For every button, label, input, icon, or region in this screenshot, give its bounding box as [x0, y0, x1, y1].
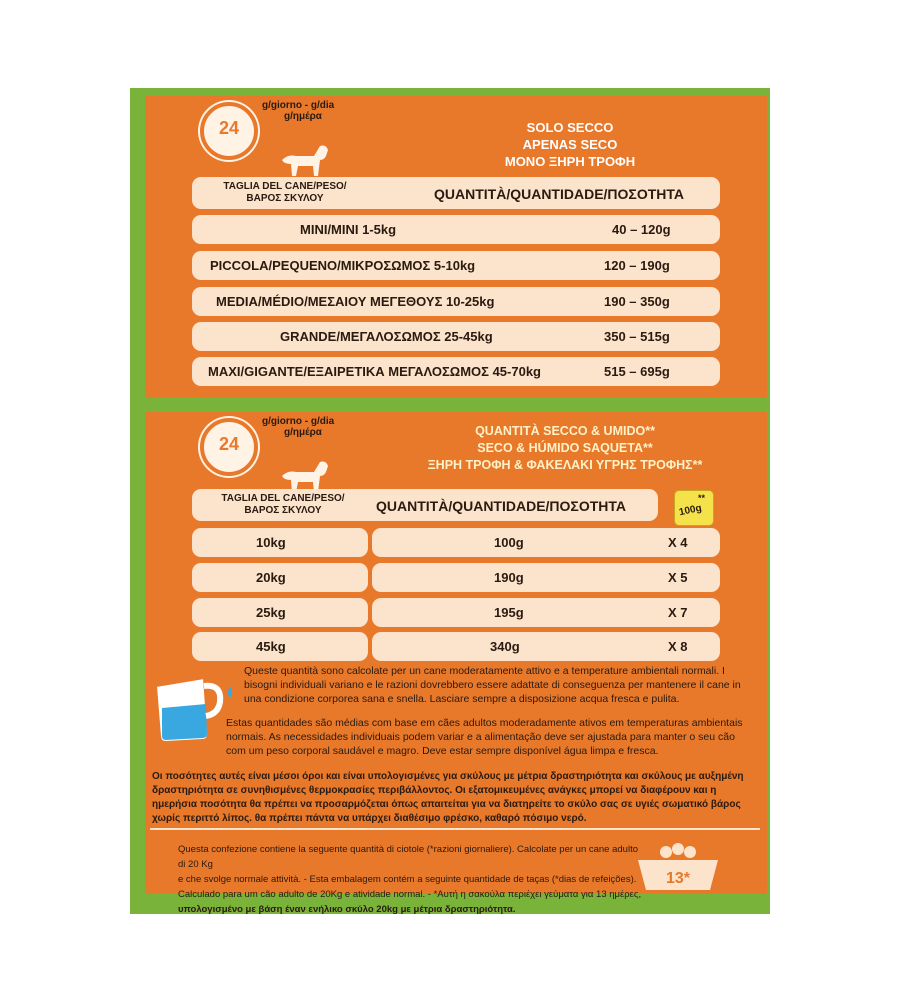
table-row [192, 287, 720, 316]
table-row [192, 251, 720, 280]
title-line-el: ΞΗΡΗ ΤΡΟΦΗ & ΦΑΚΕΛΑΚΙ ΥΓΡΗΣ ΤΡΟΦΗΣ** [427, 458, 703, 472]
table-row-weight [192, 598, 368, 627]
row-weight: 10kg [256, 535, 286, 550]
row-weight: 25kg [256, 605, 286, 620]
footer-line-4: υπολογισμένο με βάση έναν ενήλικο σκύλο 20kg με μέτρια δραστηριότητα. [178, 904, 516, 915]
gram-per-day-label [262, 100, 334, 122]
table-row-qty [372, 528, 720, 557]
clock-label: 24 [218, 118, 240, 138]
pouch-stars: ** [698, 493, 706, 503]
row-dry-qty: 195g [494, 605, 524, 620]
bowl-count: 13* [665, 870, 691, 887]
divider [150, 828, 760, 830]
row-size: MEDIA/MÉDIO/ΜΕΣΑΙΟΥ ΜΕΓΕΘΟΥΣ 10-25kg [216, 294, 495, 309]
row-dry-qty: 100g [494, 535, 524, 550]
dry-wet-title [410, 423, 720, 474]
footer-text [178, 842, 648, 917]
row-size: MINI/MINI 1-5kg [300, 222, 397, 237]
footer-line-2: e che svolge normale attività. - Esta embalagem contém a seguinte quantidade de taças (*dias de refeições). [178, 874, 637, 885]
row-weight: 20kg [256, 570, 286, 585]
clock-24-icon [200, 102, 258, 160]
title-line-pt: SECO & HÚMIDO SAQUETA** [477, 441, 653, 455]
title-line-it: SOLO SECCO [526, 120, 614, 135]
row-size: GRANDE/ΜΕΓΑΛΟΣΩΜΟΣ 25-45kg [280, 329, 493, 344]
row-dry-qty: 340g [490, 639, 520, 654]
table-row [192, 357, 720, 386]
header-size-line-1: TAGLIA DEL CANE/PESO/ [221, 493, 345, 504]
notes-greek: Οι ποσότητες αυτές είναι μέσοι όροι και είναι υπολογισμένες για σκύλους με μέτρια δραστηριότητα και σκύλους με αυξημένη δραστηριότητα σε συνηθισμένες θερμοκρασίες περιβάλλοντος. Οι εξατομικευμένες ανάγκες μπορεί να διαφέρουν και η ημερήσια ποσότητα θα πρέπει να προσαρμόζεται όπως απαιτείται για να διατηρείτε το σκύλο σας σε υγιές σωματικό βάρος χωρίς περιττό λίπος. θα πρέπει πάντα να υπάρχει διαθέσιμο φρέσκο, καθαρό πόσιμο νερό. [152, 771, 744, 824]
table-row-weight [192, 528, 368, 557]
table-row-qty [372, 598, 720, 627]
gram-line-2: g/ημέρα [284, 427, 322, 438]
row-size: PICCOLA/PEQUENO/ΜΙΚΡΟΣΩΜΟΣ 5-10kg [210, 258, 476, 273]
title-line-it: QUANTITÀ SECCO & UMIDO** [475, 424, 655, 438]
header-size-line-1: TAGLIA DEL CANE/PESO/ [223, 181, 347, 192]
row-qty: 350 – 515g [604, 329, 670, 344]
header-dog-size [198, 493, 368, 517]
header-quantity: QUANTITÀ/QUANTIDADE/ΠΟΣΟΤΗΤΑ [376, 498, 627, 514]
title-line-pt: APENAS SECO [522, 137, 618, 152]
table-row-weight [192, 563, 368, 592]
row-weight: 45kg [256, 639, 286, 654]
gram-per-day-label [262, 416, 334, 438]
notes-italian: Queste quantità sono calcolate per un cane moderatamente attivo e a temperature ambientali normali. I bisogni individuali variano e le razioni dovrebbero essere adattate di conseguenza per mantenere il cane in una condizione corporea sana e snella. Lasciare sempre a disposizione acqua fresca e pulita. [244, 665, 741, 705]
table-row-qty [372, 563, 720, 592]
pouch-icon [674, 490, 714, 526]
row-size: MAXI/GIGANTE/ΕΞΑΙΡΕΤΙΚΑ ΜΕΓΑΛΟΣΩΜΟΣ 45-70kg [208, 364, 541, 379]
header-size-line-2: ΒΑΡΟΣ ΣΚΥΛΟΥ [246, 193, 324, 204]
table-row [192, 215, 720, 244]
dog-icon [278, 140, 332, 180]
row-pouches: X 4 [668, 535, 688, 550]
row-qty: 515 – 695g [604, 364, 670, 379]
row-dry-qty: 190g [494, 570, 524, 585]
table-row-weight [192, 632, 368, 661]
header-quantity: QUANTITÀ/QUANTIDADE/ΠΟΣΟΤΗΤΑ [434, 186, 685, 202]
footer-line-3: Calculado para um cão adulto de 20Kg e atividade normal. - *Αυτή η σακούλα περιέχει γεύματα για 13 ημέρες, [178, 889, 642, 900]
dry-only-title [470, 119, 670, 170]
gram-line-2: g/ημέρα [284, 111, 322, 122]
clock-label: 24 [218, 434, 240, 454]
row-pouches: X 7 [668, 605, 688, 620]
header-size-line-2: ΒΑΡΟΣ ΣΚΥΛΟΥ [244, 505, 322, 516]
row-pouches: X 8 [668, 639, 688, 654]
row-qty: 40 – 120g [612, 222, 671, 237]
table-row-qty [372, 632, 720, 661]
footer-line-1: Questa confezione contiene la seguente quantità di ciotole (*razioni giornaliere). Calcolate per un cane adulto di 20 Kg [178, 844, 638, 870]
table-row [192, 322, 720, 351]
row-pouches: X 5 [668, 570, 688, 585]
gram-line-1: g/giorno - g/dia [262, 416, 335, 427]
title-line-el: ΜΟΝΟ ΞΗΡΗ ΤΡΟΦΗ [504, 154, 636, 169]
gram-line-1: g/giorno - g/dia [262, 100, 335, 111]
header-dog-size [200, 181, 370, 205]
notes-portuguese: Estas quantidades são médias com base em cães adultos moderadamente ativos em temperaturas ambientais normais. As necessidades individuais podem variar e a alimentação deve ser ajustada para manter o seu cão com um peso corporal saudável e magro. Deve estar sempre disponível água limpa e fresca. [226, 717, 743, 757]
row-qty: 120 – 190g [604, 258, 670, 273]
clock-24-icon [200, 418, 258, 476]
row-qty: 190 – 350g [604, 294, 670, 309]
pouch-weight-label: 100g [678, 502, 703, 519]
